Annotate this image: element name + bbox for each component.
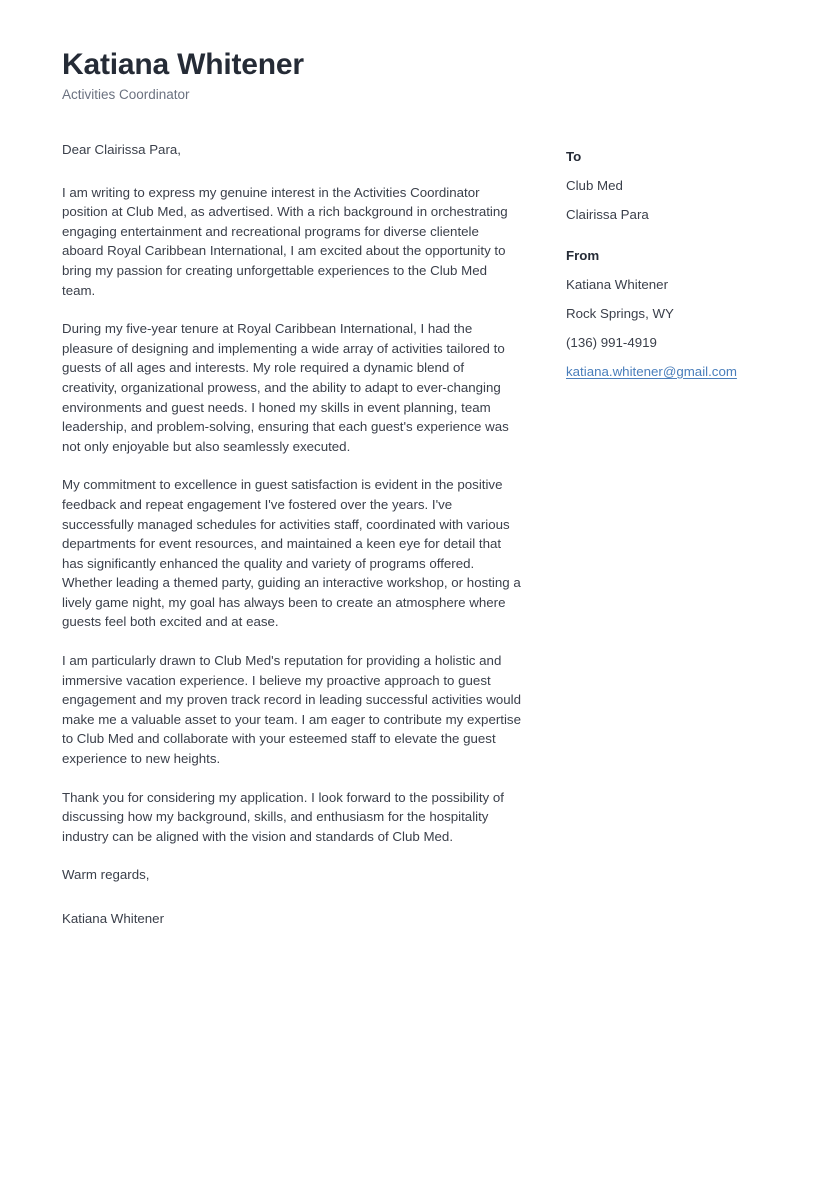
body-paragraph-3: My commitment to excellence in guest satisfaction is evident in the positive feedback and repeat engagement I've fostered over the years. I've successfully managed schedules for activities staff, coordinated with various departments for event resources, and maintained a keen eye for detail that has significantly enhanced the quality and variety of programs offered. Whether leading a themed party, guiding an interactive workshop, or hosting a lively game night, my goal has always been to create an atmosphere where guests feel both excited and at ease.	[62, 477, 521, 630]
body-paragraph-1: I am writing to express my genuine interest in the Activities Coordinator position at Club Med, as advertised. With a rich background in orchestrating engaging entertainment and recreational programs for diverse clientele aboard Royal Caribbean International, I am excited about the opportunity to bring my passion for creating unforgettable experiences to the Club Med team.	[62, 184, 508, 298]
sender-name: Katiana Whitener	[566, 277, 668, 293]
sender-phone: (136) 991-4919	[566, 334, 657, 350]
signature-name: Katiana Whitener	[62, 911, 164, 926]
recipient-block	[566, 148, 796, 223]
salutation: Dear Clairissa Para,	[62, 142, 181, 157]
job-title: Activities Coordinator	[62, 86, 190, 102]
recipient-heading: To	[566, 149, 582, 164]
sender-email-row	[566, 363, 796, 381]
sender-email-link[interactable]: katiana.whitener@gmail.com	[566, 363, 737, 379]
closing-salutation: Warm regards,	[62, 867, 150, 883]
letter-body-column	[62, 140, 522, 929]
recipient-company: Club Med	[566, 177, 623, 193]
sender-location: Rock Springs, WY	[566, 306, 674, 322]
sender-block	[566, 247, 796, 380]
recipient-contact-name: Clairissa Para	[566, 206, 649, 222]
contact-sidebar	[566, 148, 796, 381]
body-paragraph-4: I am particularly drawn to Club Med's reputation for providing a holistic and immersive vacation experience. I believe my proactive approach to guest engagement and my proven track record in leading successful activities would make me a valuable asset to your team. I am eager to contribute my expertise to Club Med and collaborate with your esteemed staff to elevate the guest experience to new heights.	[62, 653, 521, 767]
letter-header	[62, 48, 662, 103]
page-title: Katiana Whitener	[62, 48, 304, 81]
body-paragraph-2: During my five-year tenure at Royal Caribbean International, I had the pleasure of designing and implementing a wide array of activities tailored to guests of all ages and interests. My role required a dynamic blend of creativity, organizational prowess, and the ability to adapt to ever-changing environments and guest needs. I honed my skills in event planning, team leadership, and problem-solving, ensuring that each guest's experience was not only enjoyable but also seamlessly executed.	[62, 321, 509, 454]
sender-heading: From	[566, 248, 600, 264]
body-paragraph-5: Thank you for considering my application. I look forward to the possibility of discussing how my background, skills, and enthusiasm for the hospitality industry can be aligned with the vision and standards of Club Med.	[62, 789, 504, 844]
